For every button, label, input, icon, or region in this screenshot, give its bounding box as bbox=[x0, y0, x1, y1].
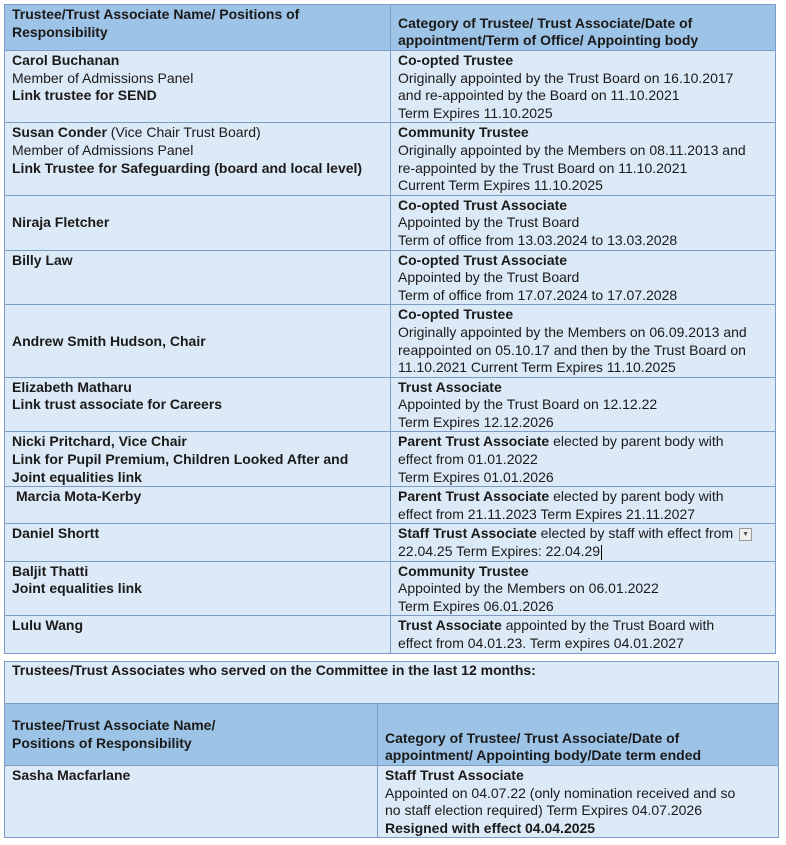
trustee-name: Marcia Mota-Kerby bbox=[16, 488, 142, 505]
category-detail: Appointed by the Trust Board bbox=[398, 214, 580, 231]
category-type: Trust Associate bbox=[398, 378, 502, 395]
category-detail: no staff election required) Term Expires 04.07.2026 bbox=[385, 802, 703, 819]
category-detail: 11.10.2021 Current Term Expires 11.10.2025 bbox=[398, 359, 676, 376]
table-row bbox=[5, 524, 776, 561]
trustee-link-role: Link Trustee for Safeguarding (board and local level) bbox=[12, 159, 363, 176]
category-cell bbox=[391, 377, 776, 432]
category-type: Co-opted Trust Associate bbox=[398, 196, 568, 213]
trustee-name: Lulu Wang bbox=[12, 617, 84, 634]
table-row bbox=[5, 766, 779, 838]
category-cell bbox=[391, 51, 776, 123]
category-detail: Originally appointed by the Trust Board on 16.10.2017 bbox=[398, 69, 734, 86]
category-detail: effect from 21.11.2023 Term Expires 21.11.2027 bbox=[398, 505, 696, 522]
category-type: Community Trustee bbox=[398, 124, 529, 141]
name-cell bbox=[5, 377, 391, 432]
category-cell bbox=[378, 766, 779, 838]
category-detail: elected by parent body with bbox=[549, 488, 724, 505]
category-cell bbox=[391, 487, 776, 524]
category-type: Community Trustee bbox=[398, 562, 529, 579]
category-cell bbox=[391, 432, 776, 487]
trustee-name: Carol Buchanan bbox=[12, 52, 120, 68]
category-detail: Term Expires 01.01.2026 bbox=[398, 468, 554, 485]
table-header-row bbox=[5, 704, 779, 766]
name-cell bbox=[5, 305, 391, 377]
table-row bbox=[5, 305, 776, 377]
resignation-note: Resigned with effect 04.04.2025 bbox=[385, 819, 596, 836]
trustee-name: Baljit Thatti bbox=[12, 562, 89, 579]
category-detail: effect from 04.01.23. Term expires 04.01.2027 bbox=[398, 635, 684, 651]
table-row bbox=[5, 432, 776, 487]
trustee-position: (Vice Chair Trust Board) bbox=[106, 124, 261, 141]
table-row bbox=[5, 195, 776, 250]
category-detail: Term Expires 11.10.2025 bbox=[398, 104, 553, 121]
category-detail: Originally appointed by the Members on 06.09.2013 and bbox=[398, 323, 747, 340]
name-cell bbox=[5, 195, 391, 250]
trustee-role: Member of Admissions Panel bbox=[12, 141, 194, 158]
trustee-link-role: Link for Pupil Premium, Children Looked After and bbox=[12, 451, 349, 468]
category-detail: and re-appointed by the Board on 11.10.2021 bbox=[398, 87, 680, 104]
table-row bbox=[5, 250, 776, 305]
trustee-link-role: Joint equalities link bbox=[12, 468, 142, 485]
table-row bbox=[5, 616, 776, 653]
name-cell bbox=[5, 561, 391, 616]
header-name bbox=[5, 704, 378, 766]
category-detail: Appointed by the Trust Board on 12.12.22 bbox=[398, 396, 658, 413]
header-name: Trustee/Trust Associate Name/ Positions of Responsibility bbox=[5, 5, 391, 51]
trustee-name: Nicki Pritchard, Vice Chair bbox=[12, 433, 187, 450]
category-detail: re-appointed by the Trust Board on 11.10.2021 bbox=[398, 159, 688, 176]
category-type: Parent Trust Associate bbox=[398, 433, 550, 450]
name-cell bbox=[5, 51, 391, 123]
category-detail: elected by staff with effect from bbox=[536, 525, 734, 542]
category-cell bbox=[391, 616, 776, 653]
trustee-table bbox=[4, 4, 776, 654]
name-cell bbox=[5, 616, 391, 653]
category-detail: Appointed by the Trust Board bbox=[398, 269, 580, 286]
dropdown-arrow-icon[interactable]: ▼ bbox=[739, 528, 752, 541]
category-cell bbox=[391, 195, 776, 250]
header-category: Category of Trustee/ Trust Associate/Date of appointment/ Appointing body/Date term ended bbox=[378, 704, 779, 766]
text-cursor bbox=[601, 545, 602, 560]
name-cell bbox=[5, 766, 378, 838]
category-detail: Current Term Expires 11.10.2025 bbox=[398, 177, 603, 194]
category-type: Parent Trust Associate bbox=[398, 488, 550, 505]
header-name-line: Trustee/Trust Associate Name/ bbox=[12, 717, 216, 734]
trustee-link-role: Joint equalities link bbox=[12, 580, 142, 597]
category-type: Trust Associate bbox=[398, 617, 502, 634]
table-row bbox=[5, 487, 776, 524]
trustee-name: Sasha Macfarlane bbox=[12, 767, 131, 783]
category-cell bbox=[391, 305, 776, 377]
category-detail: Term of office from 13.03.2024 to 13.03.2028 bbox=[398, 231, 678, 248]
name-cell bbox=[5, 123, 391, 195]
category-detail: reappointed on 05.10.17 and then by the Trust Board on bbox=[398, 341, 746, 358]
category-type: Co-opted Trustee bbox=[398, 52, 514, 68]
trustee-link-role: Link trustee for SEND bbox=[12, 87, 157, 104]
name-cell bbox=[5, 487, 391, 524]
trustee-name: Susan Conder bbox=[12, 124, 107, 141]
category-detail: Appointed by the Members on 06.01.2022 bbox=[398, 580, 659, 597]
category-detail: Term Expires 12.12.2026 bbox=[398, 413, 554, 430]
category-detail: Term Expires 06.01.2026 bbox=[398, 597, 554, 614]
category-detail: appointed by the Trust Board with bbox=[501, 617, 715, 634]
trustee-name: Andrew Smith Hudson, Chair bbox=[12, 332, 206, 349]
name-cell bbox=[5, 250, 391, 305]
table-row bbox=[5, 123, 776, 195]
table-row bbox=[5, 561, 776, 616]
category-detail: elected by parent body with bbox=[549, 433, 724, 450]
table-row bbox=[5, 377, 776, 432]
name-cell bbox=[5, 432, 391, 487]
category-cell[interactable] bbox=[391, 524, 776, 561]
section-title-row bbox=[5, 662, 779, 704]
category-type: Staff Trust Associate bbox=[385, 767, 524, 783]
header-category: Category of Trustee/ Trust Associate/Date of appointment/Term of Office/ Appointing body bbox=[391, 5, 776, 51]
table-header-row bbox=[5, 5, 776, 51]
section-title: Trustees/Trust Associates who served on the Committee in the last 12 months: bbox=[5, 662, 779, 704]
trustee-name: Billy Law bbox=[12, 251, 73, 268]
category-detail: effect from 01.01.2022 bbox=[398, 451, 538, 468]
category-type: Co-opted Trustee bbox=[398, 306, 514, 323]
category-detail: Originally appointed by the Members on 08.11.2013 and bbox=[398, 141, 746, 158]
name-cell bbox=[5, 524, 391, 561]
trustee-role: Member of Admissions Panel bbox=[12, 69, 194, 86]
trustee-link-role: Link trust associate for Careers bbox=[12, 396, 223, 413]
trustee-name: Daniel Shortt bbox=[12, 525, 100, 542]
past-trustees-table bbox=[4, 661, 779, 838]
trustee-name: Niraja Fletcher bbox=[12, 214, 110, 231]
category-cell bbox=[391, 561, 776, 616]
category-cell bbox=[391, 123, 776, 195]
header-name-line: Positions of Responsibility bbox=[12, 735, 192, 751]
table-row bbox=[5, 51, 776, 123]
category-detail: 22.04.25 Term Expires: 22.04.29 bbox=[398, 543, 601, 560]
category-detail: Appointed on 04.07.22 (only nomination received and so bbox=[385, 784, 736, 801]
category-cell bbox=[391, 250, 776, 305]
trustee-name: Elizabeth Matharu bbox=[12, 378, 132, 395]
category-type: Co-opted Trust Associate bbox=[398, 251, 568, 268]
category-detail: Term of office from 17.07.2024 to 17.07.2028 bbox=[398, 286, 678, 303]
category-type: Staff Trust Associate bbox=[398, 525, 537, 542]
